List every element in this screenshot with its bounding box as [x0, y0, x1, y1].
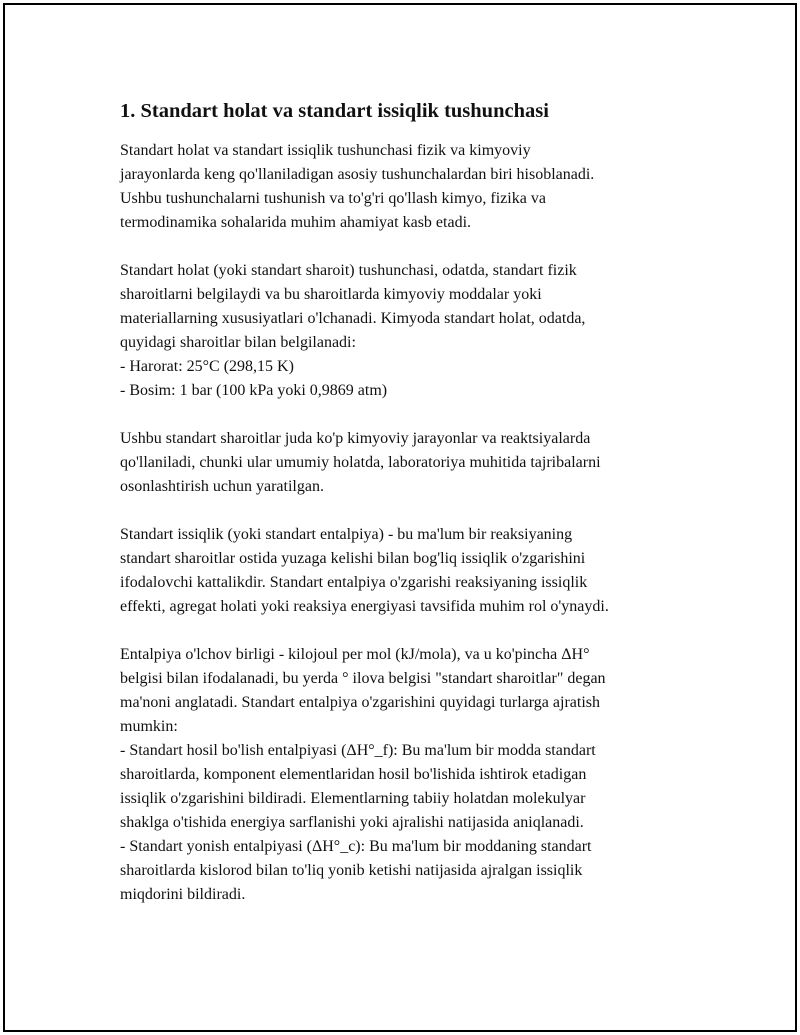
paragraph — [120, 259, 720, 403]
text-line: termodinamika sohalarida muhim ahamiyat kasb etadi. — [120, 214, 472, 231]
text-line: qo'llaniladi, chunki ular umumiy holatda, laboratoriya muhitida tajribalarni — [120, 454, 601, 471]
text-line: mumkin: — [120, 718, 178, 735]
paragraph — [120, 139, 720, 235]
document-body — [120, 97, 720, 931]
text-line: sharoitlarda, komponent elementlaridan hosil bo'lishida ishtirok etadigan — [120, 766, 587, 783]
text-line: materiallarning xususiyatlari o'lchanadi. Kimyoda standart holat, odatda, — [120, 310, 586, 327]
text-line: Standart issiqlik (yoki standart entalpiya) - bu ma'lum bir reaksiyaning — [120, 526, 573, 543]
text-line: - Bosim: 1 bar (100 kPa yoki 0,9869 atm) — [120, 382, 388, 399]
text-line: Standart holat va standart issiqlik tushunchasi fizik va kimyoviy — [120, 142, 531, 159]
text-line: sharoitlarda kislorod bilan to'liq yonib ketishi natijasida ajralgan issiqlik — [120, 862, 583, 879]
text-line: standart sharoitlar ostida yuzaga kelishi bilan bog'liq issiqlik o'zgarishini — [120, 550, 586, 567]
text-line: Entalpiya o'lchov birligi - kilojoul per mol (kJ/mola), va u ko'pincha ΔH° — [120, 646, 590, 663]
text-line: shaklga o'tishida energiya sarflanishi yoki ajralishi natijasida aniqlanadi. — [120, 814, 584, 831]
text-line: miqdorini bildiradi. — [120, 886, 246, 903]
text-line: Ushbu tushunchalarni tushunish va to'g'ri qo'llash kimyo, fizika va — [120, 190, 546, 207]
text-line: issiqlik o'zgarishini bildiradi. Elementlarning tabiiy holatdan molekulyar — [120, 790, 586, 807]
text-line: - Standart yonish entalpiyasi (ΔH°_c): Bu ma'lum bir moddaning standart — [120, 838, 592, 855]
text-line: Standart holat (yoki standart sharoit) tushunchasi, odatda, standart fizik — [120, 262, 577, 279]
paragraph — [120, 643, 720, 907]
text-line: Ushbu standart sharoitlar juda ko'p kimyoviy jarayonlar va reaktsiyalarda — [120, 430, 591, 447]
document-title: 1. Standart holat va standart issiqlik tushunchasi — [120, 100, 549, 122]
text-line: - Harorat: 25°C (298,15 K) — [120, 358, 294, 375]
text-line: ma'noni anglatadi. Standart entalpiya o'zgarishini quyidagi turlarga ajratish — [120, 694, 600, 711]
page-frame — [3, 3, 797, 1032]
paragraph-list — [120, 139, 720, 907]
text-line: effekti, agregat holati yoki reaksiya energiyasi tavsifida muhim rol o'ynaydi. — [120, 598, 609, 615]
text-line: quyidagi sharoitlar bilan belgilanadi: — [120, 334, 356, 351]
paragraph — [120, 427, 720, 499]
text-line: - Standart hosil bo'lish entalpiyasi (ΔH°_f): Bu ma'lum bir modda standart — [120, 742, 596, 759]
text-line: belgisi bilan ifodalanadi, bu yerda ° ilova belgisi "standart sharoitlar" degan — [120, 670, 606, 687]
text-line: ifodalovchi kattalikdir. Standart entalpiya o'zgarishi reaksiyaning issiqlik — [120, 574, 588, 591]
paragraph — [120, 523, 720, 619]
text-line: sharoitlarni belgilaydi va bu sharoitlarda kimyoviy moddalar yoki — [120, 286, 542, 303]
text-line: jarayonlarda keng qo'llaniladigan asosiy tushunchalardan biri hisoblanadi. — [120, 166, 595, 183]
text-line: osonlashtirish uchun yaratilgan. — [120, 478, 324, 495]
